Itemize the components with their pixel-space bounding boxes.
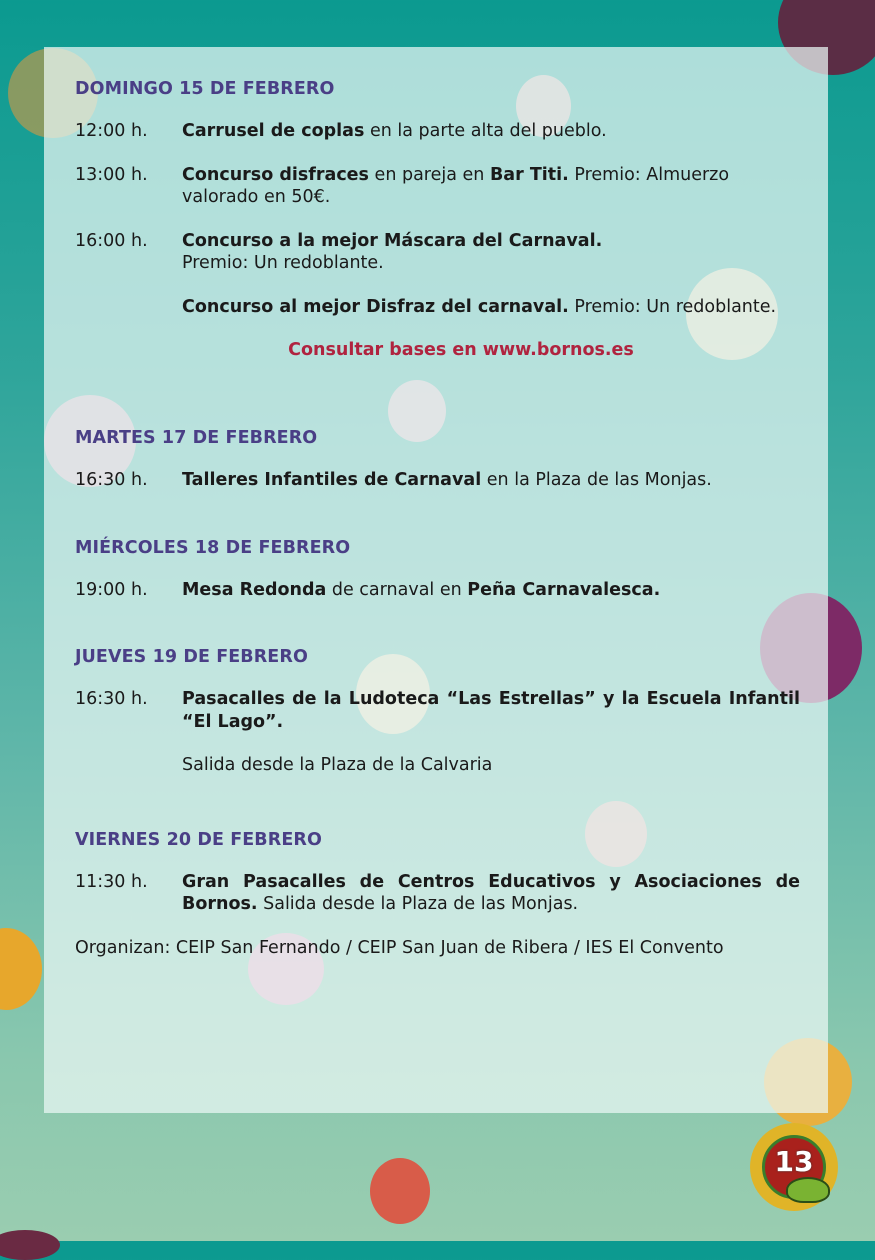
entry-bold: Bar Titi. [489,164,569,185]
entry-bold: Concurso disfraces [182,164,369,185]
entry-time: 13:00 h. [75,164,148,185]
entry-time: 16:30 h. [75,470,148,490]
day-heading: JUEVES 19 DE FEBRERO [75,647,308,667]
schedule-content [75,78,800,959]
entry-bold: Talleres Infantiles de Carnaval [182,470,482,490]
schedule-entry [75,120,800,143]
entry-description [182,230,800,275]
entry-extra: Salida desde la Plaza de la Calvaria [182,755,493,775]
entry-description [182,120,800,143]
entry-time: 16:00 h. [75,230,148,251]
entry-time: 12:00 h. [75,121,148,141]
entry-time: 11:30 h. [75,871,148,892]
entry-bold: Concurso al mejor Disfraz del carnaval. [182,296,569,317]
decor-blob [0,928,42,1010]
entry-text: en la parte alta del pueblo. [364,121,607,141]
entry-text: Premio: Un redoblante. [568,296,777,317]
day-heading: MIÉRCOLES 18 DE FEBRERO [75,537,351,558]
carnival-seal-icon [750,1123,838,1211]
entry-description [182,688,800,733]
schedule-entry [75,469,800,492]
organizers-line: Organizan: CEIP San Fernando / CEIP San Juan de Ribera / IES El Convento [75,937,724,958]
entry-text: Premio: Un redoblante. [182,253,384,273]
decor-blob [370,1158,430,1224]
schedule-entry [75,164,800,209]
entry-time: 19:00 h. [75,579,148,600]
entry-text: Premio: Almuerzo valorado en 50€. [182,164,730,207]
entry-text: Salida desde la Plaza de las Monjas. [257,894,579,914]
day-heading: MARTES 17 DE FEBRERO [75,428,318,448]
entry-text: en pareja en [368,164,490,185]
rules-link[interactable]: Consultar bases en www.bornos.es [288,340,634,360]
entry-time: 16:30 h. [75,689,148,709]
schedule-entry [75,688,800,733]
carnival-mask-icon [786,1177,830,1203]
day-heading: DOMINGO 15 DE FEBRERO [75,79,335,99]
entry-bold: Pasacalles de la Ludoteca “Las Estrellas” y la Escuela Infantil “El Lago”. [182,689,800,732]
decor-blob [0,1230,60,1260]
schedule-entry [75,871,800,916]
entry-description [182,871,800,916]
entry-text: de carnaval en [326,579,468,600]
entry-description [182,579,800,602]
schedule-entry [75,230,800,275]
entry-bold: Concurso a la mejor Máscara del Carnaval. [182,230,603,251]
entry-description [182,164,800,209]
entry-bold: Gran Pasacalles de Centros Educativos y Asociaciones de Bornos. [182,871,800,914]
entry-description [182,469,800,492]
page-number: 13 [774,1145,814,1178]
schedule-entry [75,579,800,602]
entry-text: en la Plaza de las Monjas. [481,470,712,490]
entry-bold: Mesa Redonda [182,579,327,600]
entry-extra [182,296,800,319]
entry-bold: Carrusel de coplas [182,121,365,141]
day-heading: VIERNES 20 DE FEBRERO [75,829,322,850]
entry-bold: Peña Carnavalesca. [467,579,661,600]
